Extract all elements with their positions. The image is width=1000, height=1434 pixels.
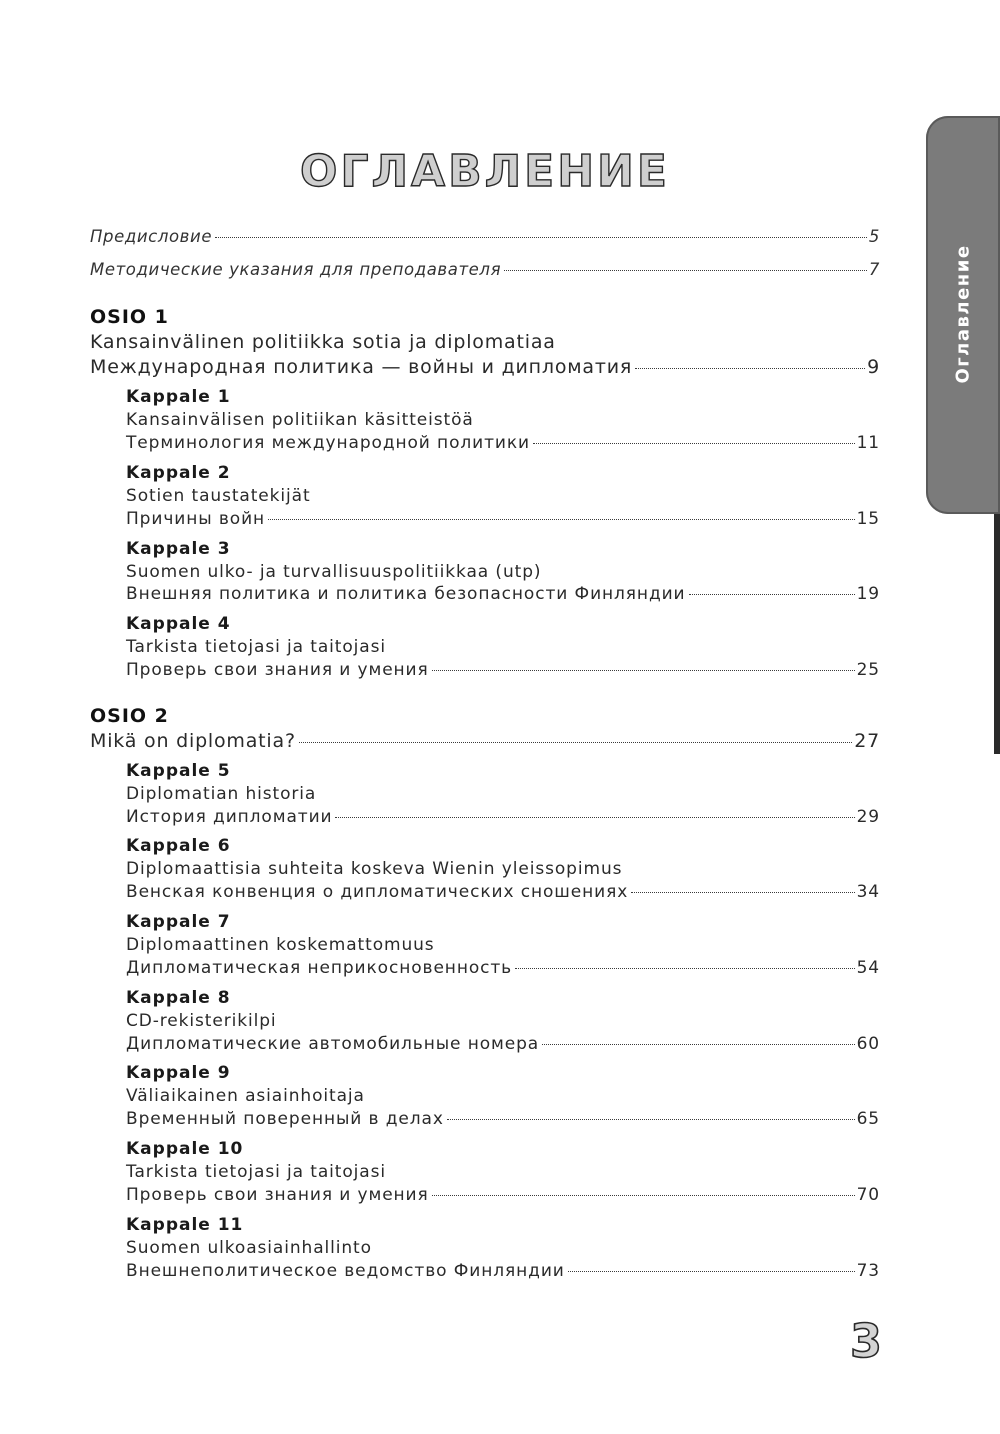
- chapter-title-ru: Дипломатическая неприкосновенность: [126, 958, 513, 978]
- chapter-title-ru: Причины войн: [126, 509, 266, 529]
- toc-page-number: 5: [868, 227, 880, 246]
- toc-entry-chapter-1[interactable]: [126, 431, 880, 455]
- toc-page-number: 54: [856, 958, 880, 978]
- page-title: ОГЛАВЛЕНИЕ: [300, 146, 670, 197]
- dot-leader: [335, 817, 854, 818]
- page-edge-bar: [994, 514, 1000, 754]
- toc-entry-chapter-5[interactable]: [126, 805, 880, 829]
- dot-leader: [631, 892, 854, 893]
- toc-page-number: 7: [868, 260, 880, 279]
- toc-entry-chapter-9[interactable]: [126, 1107, 880, 1131]
- toc-page-number: 25: [856, 660, 880, 680]
- toc-entry-teacher-guide[interactable]: [90, 258, 880, 282]
- dot-leader: [504, 270, 867, 271]
- dot-leader: [447, 1119, 855, 1120]
- toc-page-number: 70: [856, 1185, 880, 1205]
- chapter-label: Kappale 4: [126, 614, 231, 634]
- chapter-title-fi: Diplomaattisia suhteita koskeva Wienin yleissopimus: [126, 859, 623, 879]
- toc-entry-chapter-11[interactable]: [126, 1259, 880, 1283]
- toc-entry-chapter-2[interactable]: [126, 507, 880, 531]
- chapter-title-ru: Внешнеполитическое ведомство Финляндии: [126, 1261, 565, 1281]
- chapter-label: Kappale 6: [126, 836, 231, 856]
- toc-entry-title: Предисловие: [90, 227, 213, 246]
- toc-page-number: 65: [856, 1109, 880, 1129]
- chapter-title-ru: Терминология международной политики: [126, 433, 530, 453]
- dot-leader: [215, 237, 867, 238]
- chapter-title-fi: CD-rekisterikilpi: [126, 1011, 277, 1031]
- toc-entry-chapter-6[interactable]: [126, 880, 880, 904]
- toc-page-number: 9: [867, 356, 880, 378]
- toc-entry-preface[interactable]: [90, 225, 880, 249]
- chapter-title-ru: Венская конвенция о дипломатических сношениях: [126, 882, 629, 902]
- page-number: 3: [849, 1314, 882, 1368]
- toc-entry-chapter-8[interactable]: [126, 1032, 880, 1056]
- section-title-fi: Kansainvälinen politiikka sotia ja diplomatiaa: [90, 331, 556, 353]
- chapter-title-fi: Tarkista tietojasi ja taitojasi: [126, 1162, 386, 1182]
- chapter-label: Kappale 10: [126, 1139, 244, 1159]
- chapter-title-fi: Suomen ulkoasiainhallinto: [126, 1238, 372, 1258]
- dot-leader: [268, 519, 855, 520]
- toc-page-number: 27: [854, 730, 880, 752]
- chapter-title-fi: Kansainvälisen politiikan käsitteistöä: [126, 410, 474, 430]
- chapter-title-fi: Sotien taustatekijät: [126, 486, 311, 506]
- dot-leader: [568, 1271, 855, 1272]
- chapter-title-ru: Проверь свои знания и умения: [126, 660, 429, 680]
- toc-entry-chapter-10[interactable]: [126, 1183, 880, 1207]
- section-title-ru: Международная политика — войны и дипломатия: [90, 356, 633, 378]
- dot-leader: [689, 594, 855, 595]
- toc-page-number: 19: [856, 584, 880, 604]
- section-label: OSIO 2: [90, 705, 169, 727]
- toc-page-number: 73: [856, 1261, 880, 1281]
- dot-leader: [635, 368, 865, 369]
- dot-leader: [515, 968, 854, 969]
- chapter-title-fi: Väliaikainen asiainhoitaja: [126, 1086, 365, 1106]
- chapter-label: Kappale 2: [126, 463, 231, 483]
- chapter-label: Kappale 7: [126, 912, 231, 932]
- chapter-title-ru: Проверь свои знания и умения: [126, 1185, 429, 1205]
- dot-leader: [432, 1195, 855, 1196]
- dot-leader: [542, 1044, 854, 1045]
- toc-entry-title: Методические указания для преподавателя: [90, 260, 502, 279]
- chapter-title-ru: Дипломатические автомобильные номера: [126, 1034, 540, 1054]
- chapter-title-fi: Tarkista tietojasi ja taitojasi: [126, 637, 386, 657]
- toc-entry-chapter-7[interactable]: [126, 956, 880, 980]
- toc-page-number: 11: [856, 433, 880, 453]
- toc-page-number: 15: [856, 509, 880, 529]
- chapter-label: Kappale 11: [126, 1215, 244, 1235]
- chapter-label: Kappale 8: [126, 988, 231, 1008]
- dot-leader: [432, 670, 855, 671]
- chapter-label: Kappale 3: [126, 539, 231, 559]
- chapter-title-fi: Diplomaattinen koskemattomuus: [126, 935, 435, 955]
- toc-entry-chapter-3[interactable]: [126, 582, 880, 606]
- chapter-title-ru: История дипломатии: [126, 807, 333, 827]
- toc-entry-section-1[interactable]: [90, 355, 880, 379]
- dot-leader: [533, 443, 855, 444]
- dot-leader: [299, 742, 852, 743]
- side-tab-label: Оглавление: [952, 244, 974, 384]
- section-title: Mikä on diplomatia?: [90, 730, 296, 752]
- chapter-label: Kappale 5: [126, 761, 231, 781]
- toc-page-number: 60: [856, 1034, 880, 1054]
- toc-entry-section-2[interactable]: [90, 729, 880, 753]
- chapter-label: Kappale 1: [126, 387, 231, 407]
- toc-entry-chapter-4[interactable]: [126, 658, 880, 682]
- chapter-title-ru: Внешняя политика и политика безопасности Финляндии: [126, 584, 686, 604]
- toc-page-number: 34: [856, 882, 880, 902]
- chapter-title-ru: Временный поверенный в делах: [126, 1109, 444, 1129]
- toc-page-number: 29: [856, 807, 880, 827]
- chapter-title-fi: Suomen ulko- ja turvallisuuspolitiikkaa (utp): [126, 562, 542, 582]
- chapter-title-fi: Diplomatian historia: [126, 784, 317, 804]
- chapter-label: Kappale 9: [126, 1063, 231, 1083]
- section-label: OSIO 1: [90, 306, 169, 328]
